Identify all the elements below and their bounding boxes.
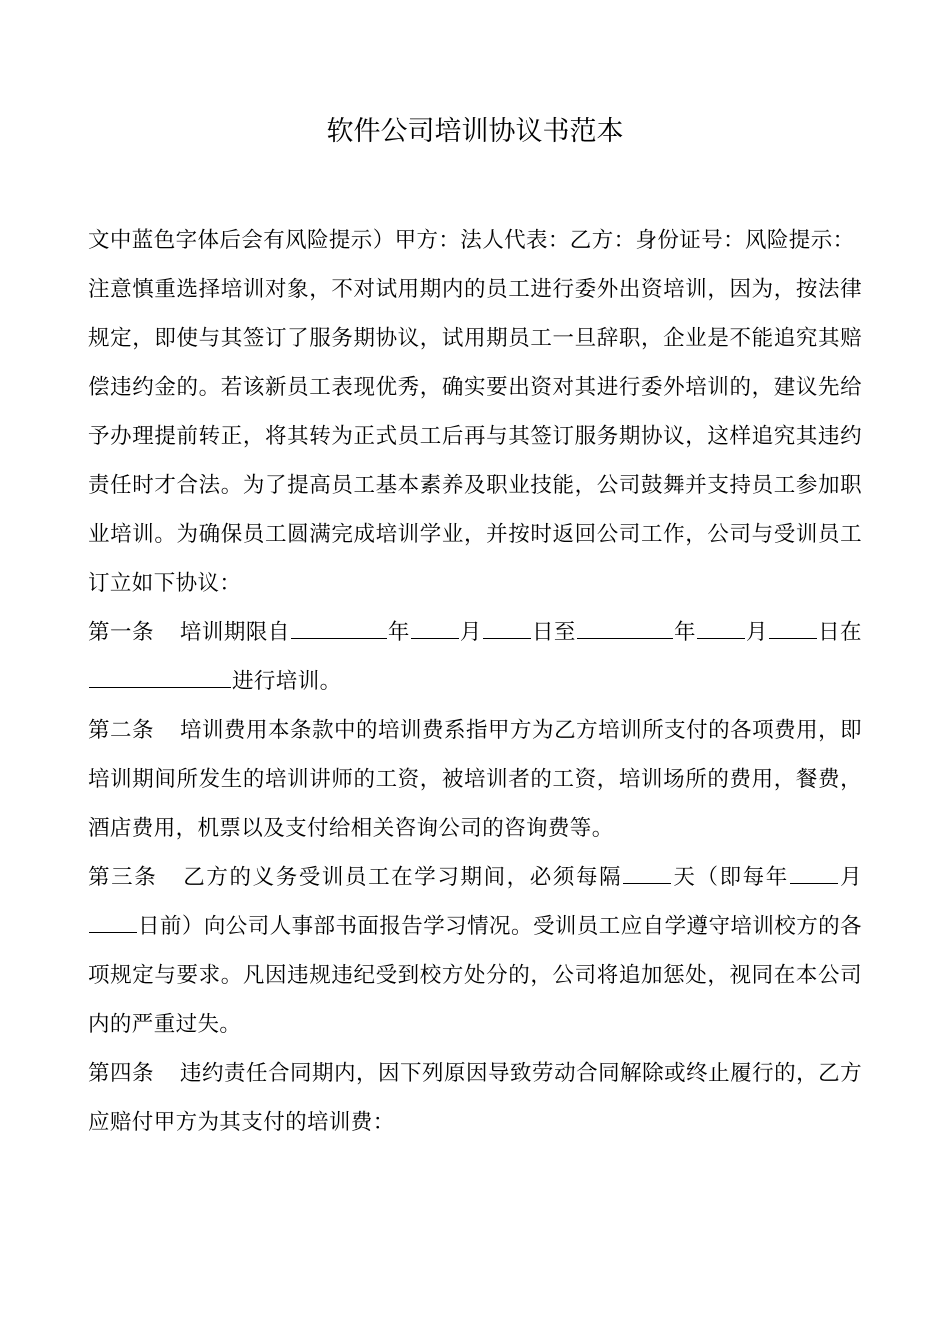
training-location-blank (89, 665, 231, 688)
clause-1-text-b: 年 (387, 620, 410, 645)
clause-1-text-g: 日在 (818, 620, 862, 645)
clause-1-text-h: 进行培训。 (232, 669, 342, 694)
end-day-blank (769, 616, 817, 639)
clause-3-text-d: 日前）向公司人事部书面报告学习情况。受训员工应自学遵守培训校方的各项规定与要求。凡因违规违纪受到校方处分的，公司将追加惩处，视同在本公司内的严重过失。 (88, 914, 862, 1037)
clause-4-text: 违约责任合同期内，因下列原因导致劳动合同解除或终止履行的，乙方应赔付甲方为其支付的培训费： (88, 1061, 863, 1135)
document-title: 软件公司培训协议书范本 (326, 116, 624, 147)
start-month-blank (411, 616, 459, 639)
start-day-blank (483, 616, 531, 639)
report-month-blank (790, 861, 838, 884)
clause-2-label: 第二条 (88, 718, 155, 743)
clause-4 (88, 1049, 862, 1147)
clause-1-text-c: 月 (459, 620, 482, 645)
clause-1-text-e: 年 (673, 620, 696, 645)
clause-2 (88, 706, 862, 853)
intro-paragraph: 文中蓝色字体后会有风险提示）甲方：法人代表：乙方：身份证号：风险提示： (88, 228, 855, 253)
end-month-blank (697, 616, 745, 639)
report-interval-blank (623, 861, 671, 884)
clause-3-label: 第三条 (88, 865, 158, 890)
clause-3 (88, 853, 862, 1049)
clause-1 (88, 608, 862, 706)
clause-1-text-d: 日至 (531, 620, 576, 645)
clause-1-label: 第一条 (88, 620, 154, 645)
clause-3-text-b: 天（即每年 (672, 865, 789, 890)
start-year-blank (291, 616, 387, 639)
end-year-blank (577, 616, 673, 639)
clause-4-label: 第四条 (88, 1061, 155, 1086)
clause-3-text-a: 乙方的义务受训员工在学习期间，必须每隔 (183, 865, 623, 890)
report-day-blank (89, 910, 137, 933)
clause-2-text: 培训费用本条款中的培训费系指甲方为乙方培训所支付的各项费用，即培训期间所发生的培训讲师的工资，被培训者的工资，培训场所的费用，餐费，酒店费用，机票以及支付给相关咨询公司的咨询费等。 (88, 718, 863, 841)
risk-note-paragraph: 注意慎重选择培训对象，不对试用期内的员工进行委外出资培训，因为，按法律规定，即使与其签订了服务期协议，试用期员工一旦辞职，企业是不能追究其赔偿违约金的。若该新员工表现优秀，确实要出资对其进行委外培训的，建议先给予办理提前转正，将其转为正式员工后再与其签订服务期协议，这样追究其违约责任时才合法。为了提高员工基本素养及职业技能，公司鼓舞并支持员工参加职业培训。为确保员工圆满完成培训学业，并按时返回公司工作，公司与受训员工订立如下协议： (88, 277, 862, 596)
document-body (88, 216, 862, 1147)
clause-1-text-f: 月 (745, 620, 769, 645)
clause-1-text-a: 培训期限自 (179, 620, 290, 645)
clause-3-text-c: 月 (838, 865, 862, 890)
